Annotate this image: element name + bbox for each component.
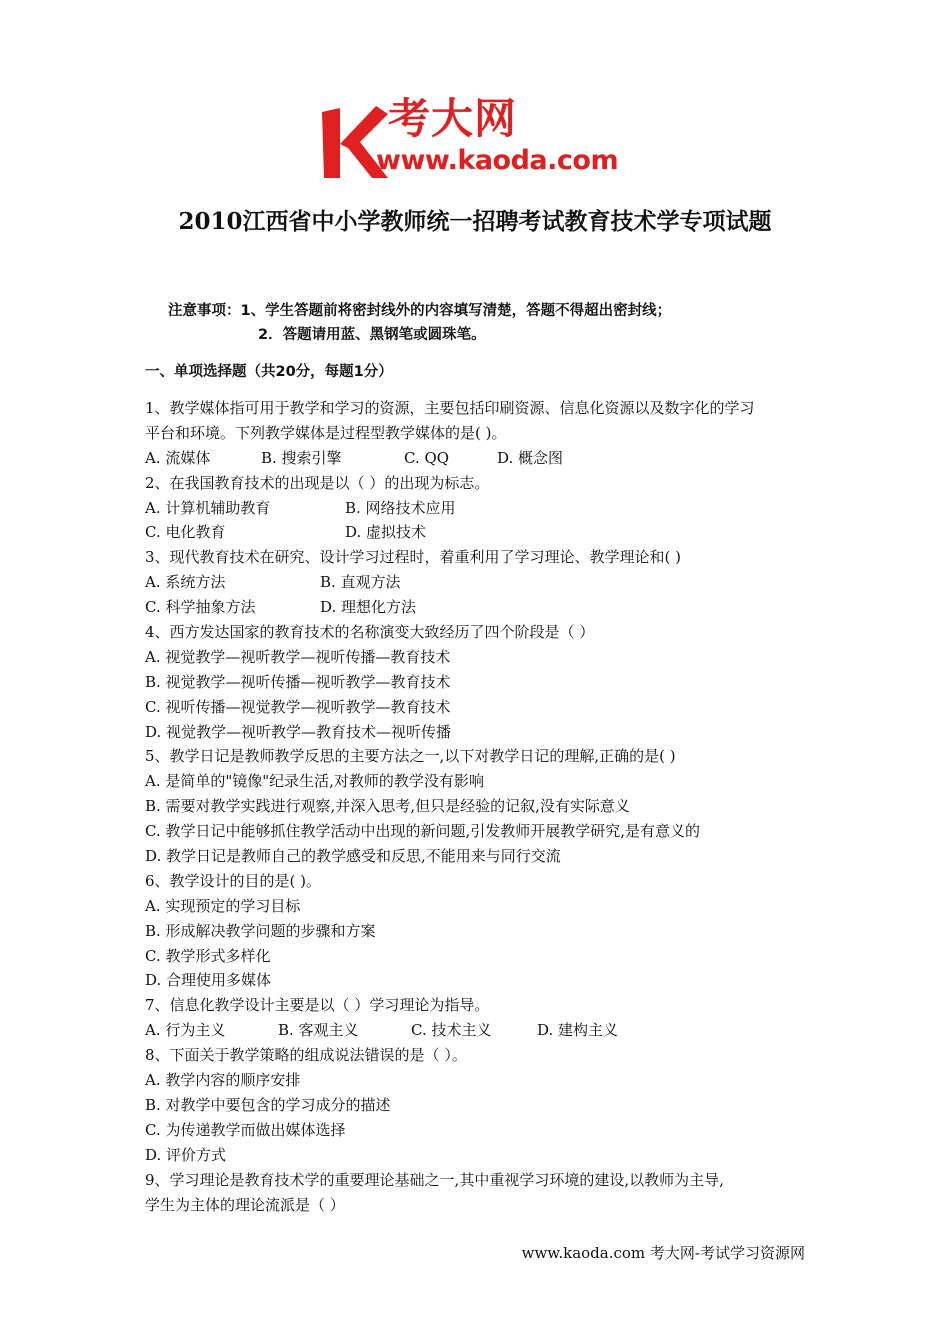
option: B. 网络技术应用 <box>345 498 456 517</box>
option: D. 教学日记是教师自己的教学感受和反思,不能用来与同行交流 <box>145 847 561 866</box>
option: C. 视听传播—视觉教学—视听教学—教育技术 <box>145 697 451 716</box>
option-row <box>145 520 815 545</box>
question-stem: 8、下面关于教学策略的组成说法错误的是（ ）。 <box>145 1046 467 1065</box>
page-footer: www.kaoda.com 考大网-考试学习资源网 <box>521 1244 805 1262</box>
option: C. 技术主义 <box>411 1021 492 1040</box>
option: D. 评价方式 <box>145 1145 227 1164</box>
option: B. 视觉教学—视听传播—视听教学—教育技术 <box>145 672 451 691</box>
option: C. 教学日记中能够抓住教学活动中出现的新问题,引发教师开展教学研究,是有意义的 <box>145 822 701 841</box>
option: C. QQ <box>404 448 450 467</box>
option: B. 对教学中要包含的学习成分的描述 <box>145 1095 391 1114</box>
option: A. 流媒体 <box>145 448 211 467</box>
question-stem: 9、学习理论是教育技术学的重要理论基础之一,其中重视学习环境的建设,以教师为主导, <box>145 1170 724 1189</box>
option: B. 搜索引擎 <box>261 448 342 467</box>
option: C. 教学形式多样化 <box>145 946 271 965</box>
question-stem: 2、在我国教育技术的出现是以（ ）的出现为标志。 <box>145 473 490 492</box>
option-row <box>145 446 815 471</box>
option-row <box>145 1018 815 1043</box>
page-title: 2010江西省中小学教师统一招聘考试教育技术学专项试题 <box>178 208 772 235</box>
option: D. 理想化方法 <box>320 598 417 617</box>
option: A. 实现预定的学习目标 <box>145 896 301 915</box>
option: B. 直观方法 <box>320 573 401 592</box>
option: C. 电化教育 <box>145 523 226 542</box>
notice-line-2: 2．答题请用蓝、黑钢笔或圆珠笔。 <box>258 327 486 343</box>
question-stem: 7、信息化教学设计主要是以（ ）学习理论为指导。 <box>145 996 490 1015</box>
option: B. 需要对教学实践进行观察,并深入思考,但只是经验的记叙,没有实际意义 <box>145 797 630 816</box>
option: D. 概念图 <box>497 448 564 467</box>
logo-chinese-text: 考大网 <box>388 94 518 143</box>
option: C. 为传递教学而做出媒体选择 <box>145 1120 346 1139</box>
option-row <box>145 595 815 620</box>
notice-line-1: 注意事项：1、学生答题前将密封线外的内容填写清楚，答题不得超出密封线； <box>168 303 672 319</box>
option-row <box>145 570 815 595</box>
question-stem: 学生为主体的理论流派是（ ） <box>145 1195 345 1214</box>
question-stem: 5、教学日记是教师教学反思的主要方法之一,以下对教学日记的理解,正确的是( ) <box>145 747 676 766</box>
question-stem: 4、西方发达国家的教育技术的名称演变大致经历了四个阶段是（ ） <box>145 623 595 642</box>
option: B. 客观主义 <box>278 1021 359 1040</box>
kaoda-logo <box>318 92 638 184</box>
option: D. 虚拟技术 <box>345 523 427 542</box>
option: A. 视觉教学—视听教学—视听传播—教育技术 <box>145 647 451 666</box>
question-stem: 1、教学媒体指可用于教学和学习的资源，主要包括印刷资源、信息化资源以及数字化的学习 <box>145 399 755 417</box>
option: D. 建构主义 <box>537 1021 619 1040</box>
section-heading: 一、单项选择题（共20分，每题1分） <box>145 364 393 380</box>
option: B. 形成解决教学问题的步骤和方案 <box>145 921 376 940</box>
option: A. 行为主义 <box>145 1021 226 1040</box>
question-list <box>145 396 815 1217</box>
option: D. 视觉教学—视听教学—教育技术—视听传播 <box>145 722 452 741</box>
option: A. 是简单的"镜像"纪录生活,对教师的教学没有影响 <box>145 772 484 791</box>
question-stem: 6、教学设计的目的是( )。 <box>145 871 322 890</box>
option: C. 科学抽象方法 <box>145 598 256 617</box>
option: A. 计算机辅助教育 <box>145 498 271 517</box>
option: A. 系统方法 <box>145 573 226 592</box>
question-stem: 平台和环境。下列教学媒体是过程型教学媒体的是( )。 <box>145 423 507 442</box>
question-stem: 3、现代教育技术在研究、设计学习过程时，着重利用了学习理论、教学理论和( ) <box>145 548 682 567</box>
option-row <box>145 496 815 521</box>
option: D. 合理使用多媒体 <box>145 971 272 990</box>
option: A. 教学内容的顺序安排 <box>145 1071 301 1090</box>
logo-url-text: www.kaoda.com <box>376 145 619 176</box>
